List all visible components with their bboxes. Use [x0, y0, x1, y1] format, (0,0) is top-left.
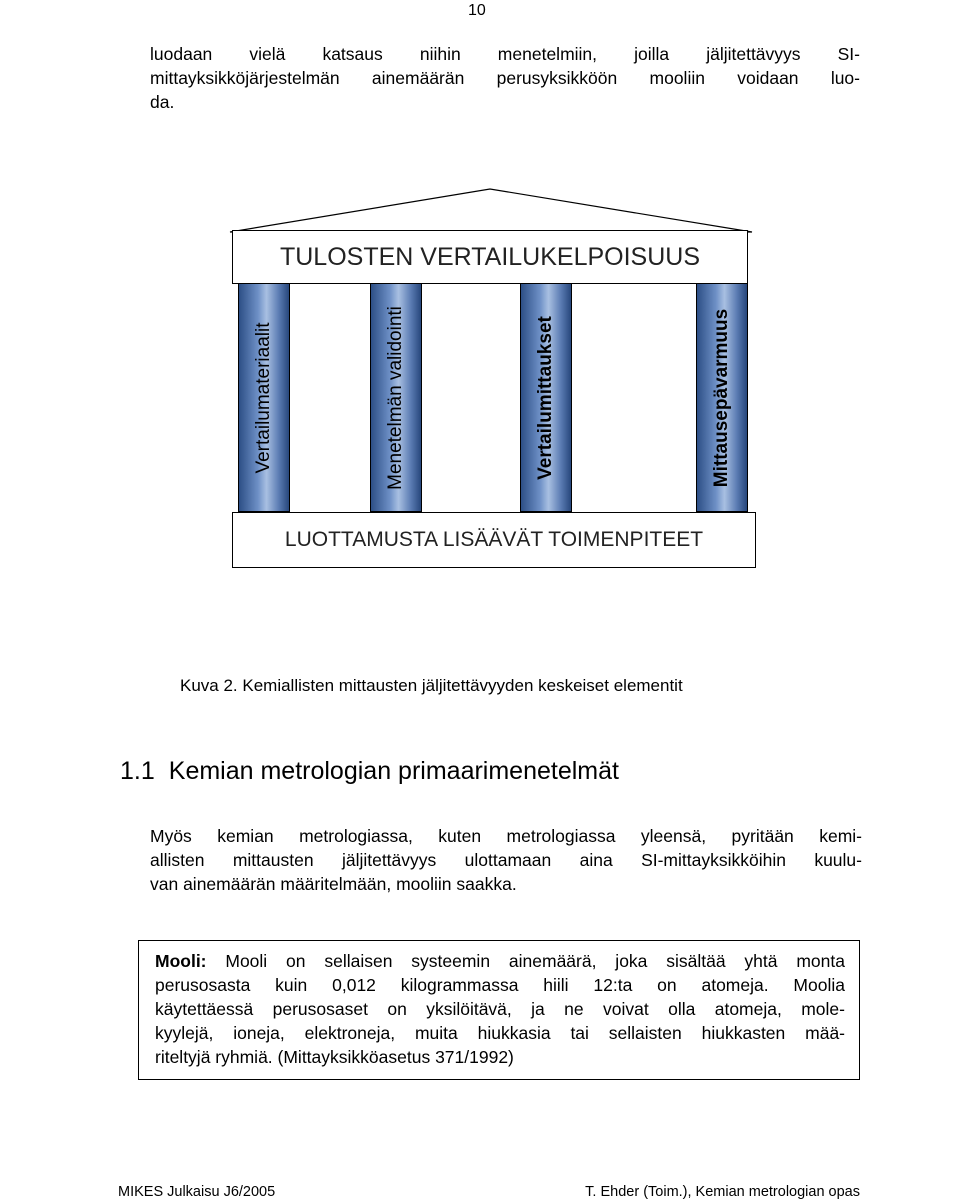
body-line: van ainemäärän määritelmään, mooliin saakka.: [150, 874, 517, 894]
intro-paragraph: [150, 42, 860, 114]
pillar-vertailumateriaalit: [238, 284, 290, 512]
intro-line: mittayksikköjärjestelmän ainemäärän perusyksikköön mooliin voidaan luo-: [150, 68, 860, 88]
pillar-label: Vertailumateriaalit: [253, 321, 274, 474]
footer-left: MIKES Julkaisu J6/2005: [118, 1184, 276, 1200]
page-number: 10: [468, 2, 486, 19]
roof-triangle: [228, 186, 758, 234]
body-line: Myös kemian metrologiassa, kuten metrologiassa yleensä, pyritään kemi-: [150, 826, 862, 846]
definition-line: perusosasta kuin 0,012 kilogrammassa hiili 12:ta on atomeja. Moolia: [155, 975, 845, 995]
foundation-label: LUOTTAMUSTA LISÄÄVÄT TOIMENPITEET: [284, 528, 704, 551]
section-heading: [120, 757, 619, 786]
definition-line: riteltyjä ryhmiä. (Mittayksikköasetus 371/1992): [155, 1047, 514, 1067]
pillar-mittausepavarmuus: [696, 284, 748, 512]
definition-text: [155, 949, 845, 1069]
definition-first-line: Mooli on sellaisen systeemin ainemäärä, joka sisältää yhtä monta: [206, 951, 845, 971]
pillar-vertailumittaukset: [520, 284, 572, 512]
definition-line: [155, 949, 845, 973]
footer-right: T. Ehder (Toim.), Kemian metrologian opas: [585, 1184, 860, 1200]
foundation-box: [232, 512, 756, 568]
definition-term: Mooli:: [155, 951, 207, 971]
pillar-menetelman-validointi: [370, 284, 422, 512]
body-paragraph: [150, 824, 862, 896]
section-number: 1.1: [120, 757, 155, 785]
pillar-label: Menetelmän validointi: [385, 305, 406, 490]
intro-line: da.: [150, 92, 175, 112]
pillar-label: Vertailumittaukset: [535, 315, 556, 480]
definition-line: käytettäessä perusosaset on yksilöitävä, ja ne voivat olla atomeja, mole-: [155, 999, 845, 1019]
intro-line: luodaan vielä katsaus niihin menetelmiin, joilla jäljitettävyys SI-: [150, 44, 860, 64]
figure-caption: Kuva 2. Kemiallisten mittausten jäljitettävyyden keskeiset elementit: [180, 676, 683, 695]
pillar-label: Mittausepävarmuus: [711, 308, 732, 487]
section-title: Kemian metrologian primaarimenetelmät: [168, 757, 619, 785]
definition-line: kyylejä, ioneja, elektroneja, muita hiukkasia tai sellaisten hiukkasten mää-: [155, 1023, 845, 1043]
roof-label: TULOSTEN VERTAILUKELPOISUUS: [279, 242, 701, 271]
roof-label-box: [232, 230, 748, 284]
body-line: allisten mittausten jäljitettävyys ulottamaan aina SI-mittayksikköihin kuulu-: [150, 850, 862, 870]
